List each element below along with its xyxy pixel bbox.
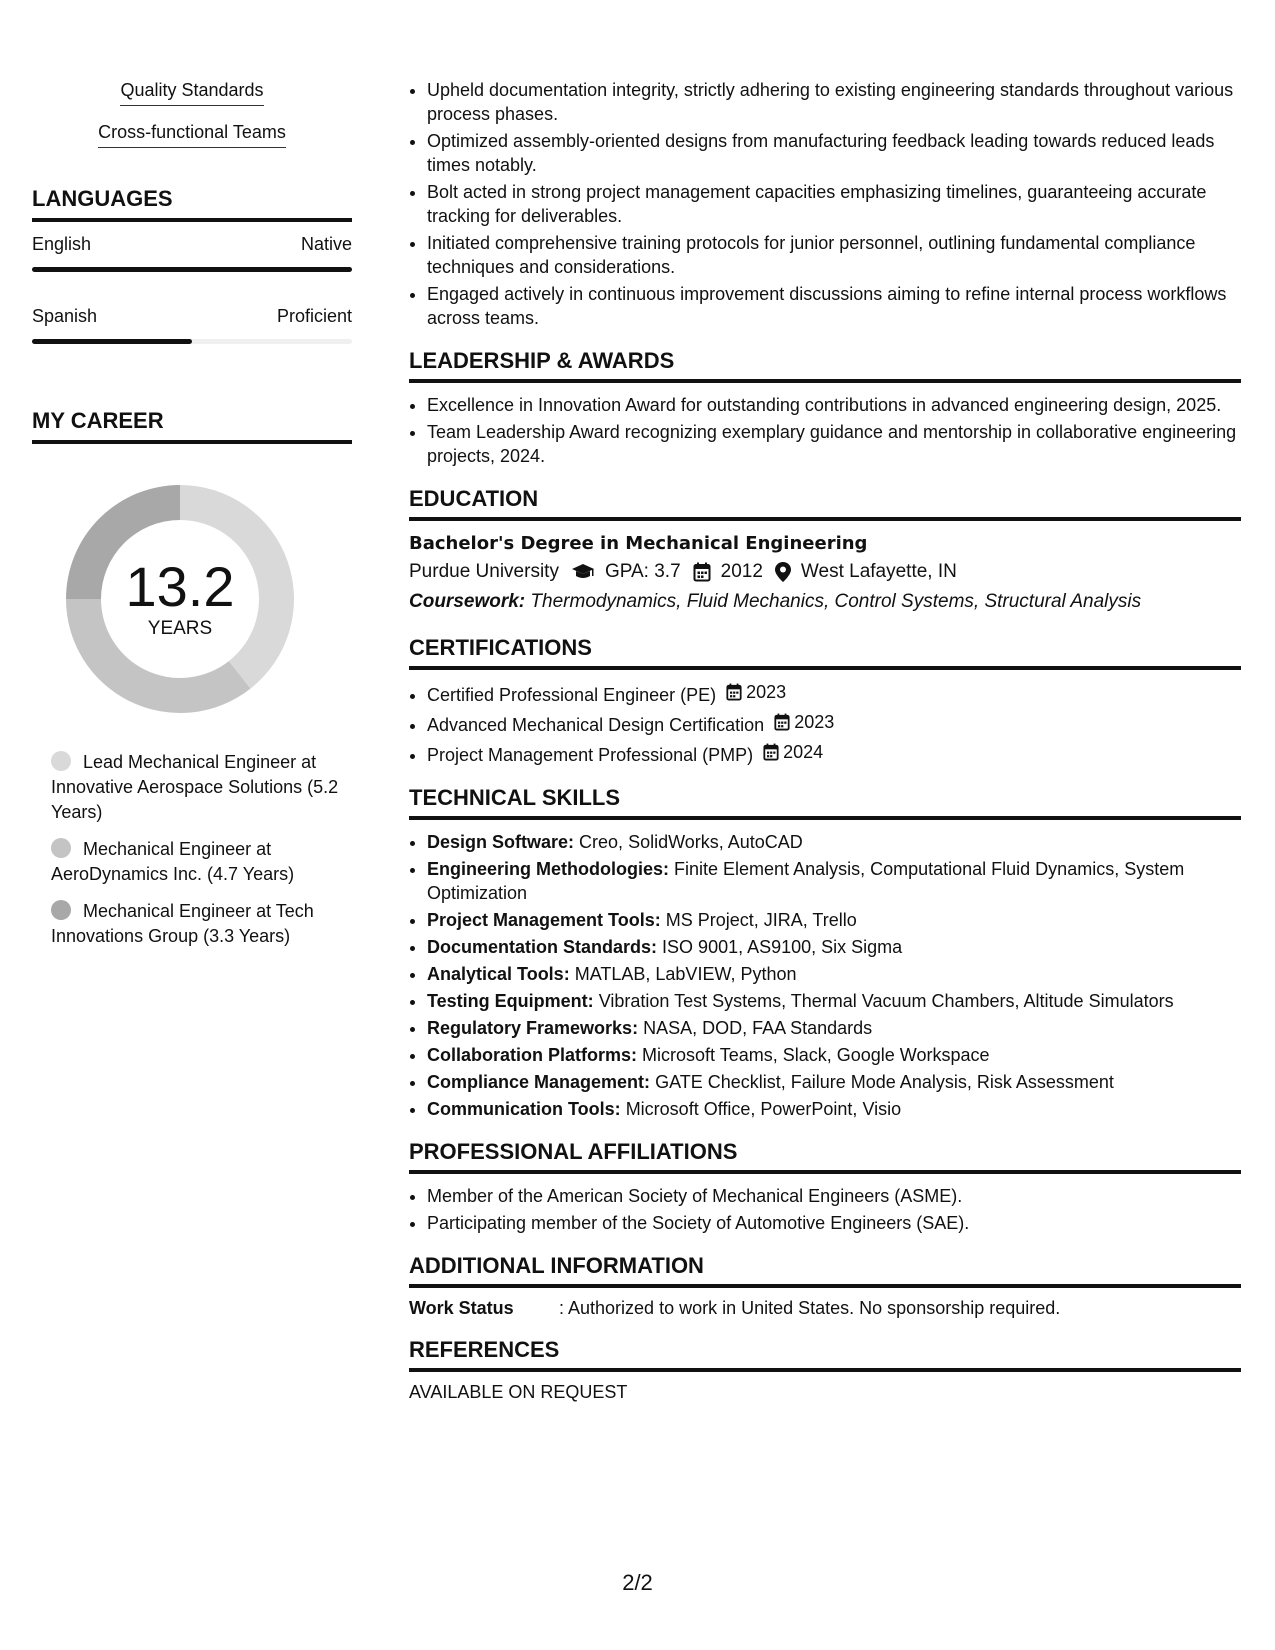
certifications-list bbox=[409, 680, 1241, 767]
language-item bbox=[32, 234, 352, 272]
education-heading: EDUCATION bbox=[409, 486, 1241, 521]
list-item: • Engineering Methodologies: Finite Element Analysis, Computational Fluid Dynamics, System Optimization bbox=[427, 857, 1241, 905]
list-item: • Testing Equipment: Vibration Test Systems, Thermal Vacuum Chambers, Altitude Simulators bbox=[427, 989, 1241, 1013]
list-item: • Regulatory Frameworks: NASA, DOD, FAA Standards bbox=[427, 1016, 1241, 1040]
location: West Lafayette, IN bbox=[800, 561, 957, 582]
career-total: 13.2 bbox=[125, 555, 235, 618]
list-item: • Upheld documentation integrity, strictly adhering to existing engineering standards throughout various process phases. bbox=[427, 78, 1241, 126]
list-item: • Documentation Standards: ISO 9001, AS9100, Six Sigma bbox=[427, 935, 1241, 959]
additional-info-heading: ADDITIONAL INFORMATION bbox=[409, 1253, 1241, 1288]
affiliations-list bbox=[409, 1184, 1241, 1235]
work-status bbox=[409, 1298, 1241, 1319]
references-heading: REFERENCES bbox=[409, 1337, 1241, 1372]
experience-bullets bbox=[409, 78, 1241, 330]
skill-tag: Cross-functional Teams bbox=[32, 122, 352, 148]
career-donut bbox=[65, 484, 295, 714]
skill-tag: Quality Standards bbox=[32, 80, 352, 106]
list-item: • Member of the American Society of Mechanical Engineers (ASME). bbox=[427, 1184, 1241, 1208]
list-item: • Project Management Tools: MS Project, JIRA, Trello bbox=[427, 908, 1241, 932]
list-item: • Engaged actively in continuous improvement discussions aiming to refine internal process workflows across teams. bbox=[427, 282, 1241, 330]
list-item: • Project Management Professional (PMP) 2024 bbox=[427, 740, 1241, 767]
legend-dot-icon bbox=[51, 900, 71, 920]
list-item: • Certified Professional Engineer (PE) 2023 bbox=[427, 680, 1241, 707]
gpa: GPA: 3.7 bbox=[604, 561, 681, 582]
calendar-icon bbox=[774, 713, 790, 731]
list-item: • Design Software: Creo, SolidWorks, AutoCAD bbox=[427, 830, 1241, 854]
degree-title: Bachelor's Degree in Mechanical Engineering bbox=[409, 533, 868, 554]
coursework bbox=[409, 587, 1241, 617]
page-number: 2/2 bbox=[622, 1570, 653, 1595]
calendar-icon bbox=[763, 743, 779, 761]
legend-dot-icon bbox=[51, 838, 71, 858]
career-legend-item: Mechanical Engineer at AeroDynamics Inc. (4.7 Years) bbox=[51, 839, 295, 884]
coursework-label: Coursework: bbox=[409, 591, 526, 612]
technical-skills-list bbox=[409, 830, 1241, 1121]
list-item: • Advanced Mechanical Design Certification 2023 bbox=[427, 710, 1241, 737]
language-bar-fill bbox=[32, 267, 352, 272]
language-bar bbox=[32, 339, 352, 344]
certifications-heading: CERTIFICATIONS bbox=[409, 635, 1241, 670]
languages-heading: LANGUAGES bbox=[32, 186, 352, 222]
list-item: • Compliance Management: GATE Checklist, Failure Mode Analysis, Risk Assessment bbox=[427, 1070, 1241, 1094]
leadership-list bbox=[409, 393, 1241, 468]
work-status-label: Work Status bbox=[409, 1298, 514, 1318]
career-legend-item: Lead Mechanical Engineer at Innovative Aerospace Solutions (5.2 Years) bbox=[51, 752, 339, 822]
school-name: Purdue University bbox=[409, 561, 559, 582]
career-legend-item: Mechanical Engineer at Tech Innovations Group (3.3 Years) bbox=[51, 901, 314, 946]
affiliations-heading: PROFESSIONAL AFFILIATIONS bbox=[409, 1139, 1241, 1174]
calendar-icon bbox=[726, 683, 742, 701]
graduation-year: 2012 bbox=[720, 561, 763, 582]
list-item: • Communication Tools: Microsoft Office, PowerPoint, Visio bbox=[427, 1097, 1241, 1121]
language-level: Native bbox=[300, 234, 352, 254]
list-item: • Participating member of the Society of Automotive Engineers (SAE). bbox=[427, 1211, 1241, 1235]
graduation-cap-icon bbox=[571, 563, 595, 581]
list-item: • Team Leadership Award recognizing exemplary guidance and mentorship in collaborative engineering projects, 2024. bbox=[427, 420, 1241, 468]
education-details bbox=[409, 557, 1241, 587]
language-level: Proficient bbox=[276, 306, 352, 326]
legend-dot-icon bbox=[51, 751, 71, 771]
technical-skills-heading: TECHNICAL SKILLS bbox=[409, 785, 1241, 820]
language-name: English bbox=[32, 234, 92, 254]
references-text: AVAILABLE ON REQUEST bbox=[409, 1382, 628, 1402]
career-legend bbox=[51, 750, 341, 949]
list-item: • Collaboration Platforms: Microsoft Teams, Slack, Google Workspace bbox=[427, 1043, 1241, 1067]
coursework-list: Thermodynamics, Fluid Mechanics, Control Systems, Structural Analysis bbox=[530, 591, 1142, 612]
leadership-heading: LEADERSHIP & AWARDS bbox=[409, 348, 1241, 383]
career-unit: YEARS bbox=[147, 618, 213, 639]
language-name: Spanish bbox=[32, 306, 98, 326]
right-column bbox=[409, 78, 1241, 1403]
map-pin-icon bbox=[775, 562, 791, 582]
list-item: • Excellence in Innovation Award for outstanding contributions in advanced engineering design, 2025. bbox=[427, 393, 1241, 417]
career-heading: MY CAREER bbox=[32, 408, 352, 444]
work-status-value: : Authorized to work in United States. No sponsorship required. bbox=[559, 1298, 1061, 1318]
list-item: • Analytical Tools: MATLAB, LabVIEW, Python bbox=[427, 962, 1241, 986]
list-item: • Optimized assembly-oriented designs from manufacturing feedback leading towards reduced leads times notably. bbox=[427, 129, 1241, 177]
list-item: • Initiated comprehensive training protocols for junior personnel, outlining fundamental compliance techniques and considerations. bbox=[427, 231, 1241, 279]
language-bar bbox=[32, 267, 352, 272]
calendar-icon bbox=[693, 562, 711, 582]
left-column bbox=[32, 80, 352, 961]
language-item bbox=[32, 306, 352, 344]
language-bar-fill bbox=[32, 339, 192, 344]
list-item: • Bolt acted in strong project management capacities emphasizing timelines, guaranteeing accurate tracking for deliverables. bbox=[427, 180, 1241, 228]
